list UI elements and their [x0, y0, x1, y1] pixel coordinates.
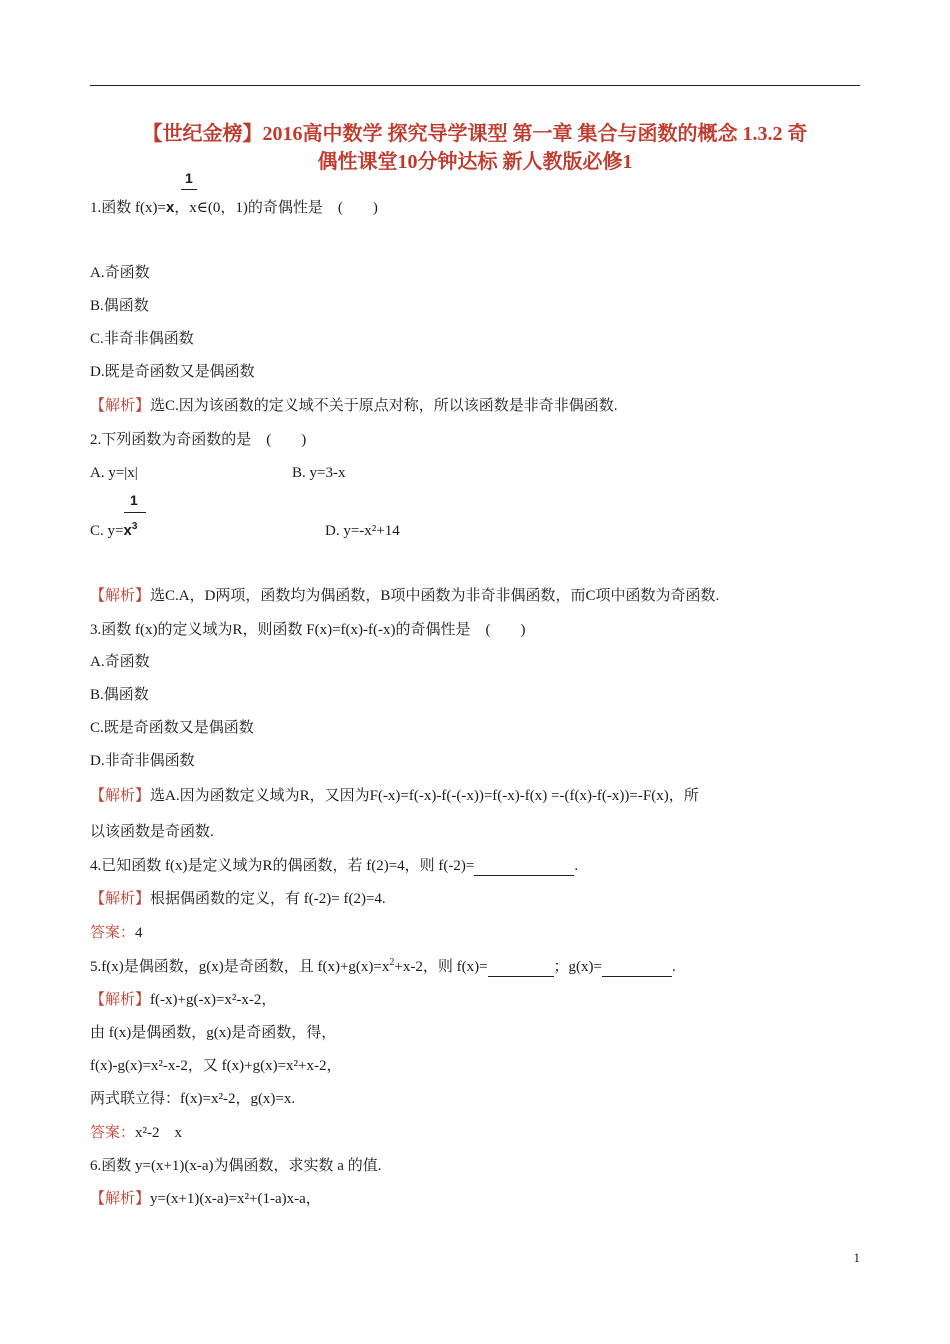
q5-stem-part-b: +x-2，则 f(x)=	[394, 959, 488, 975]
q2-fraction-numerator: 1	[130, 492, 138, 508]
q3-analysis-line-1	[90, 786, 699, 806]
q2-option-c	[90, 521, 137, 541]
q2-fraction-bar	[124, 512, 146, 513]
q1-stem	[90, 198, 378, 218]
analysis-tag: 【解析】	[90, 398, 151, 414]
page-title	[90, 120, 860, 176]
q1-fraction-bar	[181, 189, 197, 190]
q3-analysis-line-2: 以该函数是奇函数.	[90, 824, 214, 840]
q5-analysis-line-2: 由 f(x)是偶函数，g(x)是奇函数，得，	[90, 1025, 337, 1041]
answer-label: 答案：	[90, 1125, 136, 1141]
q5-stem: 5.f(x)是偶函数，g(x)是奇函数，且 $f(x)+g(x)=x^2+x-2$，则 f(x)= ；g(x)= .	[90, 957, 676, 975]
q4-answer-blank	[474, 859, 574, 876]
q1-stem-part-b: ，x∈(0，1)的奇偶性是 ( )	[174, 200, 378, 216]
analysis-tag: 【解析】	[90, 1191, 151, 1207]
answer-label: 答案：	[90, 925, 136, 941]
q5-stem-part-c: ；g(x)=	[553, 959, 602, 975]
page-number: 1	[853, 1250, 860, 1265]
q4-analysis	[90, 889, 386, 909]
q5-analysis-text: f(-x)+g(-x)=x²-x-2，	[150, 992, 277, 1008]
analysis-tag: 【解析】	[90, 788, 151, 804]
q6-analysis-text: y=(x+1)(x-a)=x²+(1-a)x-a，	[150, 1191, 321, 1207]
q1-option-d: D.既是奇函数又是偶函数	[90, 364, 255, 380]
q2-option-b: B. y=3-x	[292, 465, 346, 481]
q3-analysis-text: 选A.因为函数定义域为R，又因为F(-x)=f(-x)-f(-(-x))=f(-x)-f(x) =-(f(x)-f(-x))=-F(x)，所	[150, 788, 699, 804]
analysis-tag: 【解析】	[90, 992, 151, 1008]
q2-option-c-prefix: C. y=	[90, 523, 124, 539]
q3-option-c: C.既是奇函数又是偶函数	[90, 720, 254, 736]
q1-stem-part-a: 1.函数 f(x)=	[90, 200, 166, 216]
q1-option-a: A.奇函数	[90, 265, 150, 281]
q5-stem-part-a: 5.f(x)是偶函数，g(x)是奇函数，且 f(x)+g(x)=x	[90, 959, 390, 975]
q4-stem	[90, 856, 578, 876]
q5-analysis-line-1	[90, 990, 276, 1010]
q5-analysis-line-4: 两式联立得：f(x)=x²-2，g(x)=x.	[90, 1091, 296, 1107]
q2-option-a: A. y=|x|	[90, 465, 138, 481]
q2-analysis-text: 选C.A，D两项，函数均为偶函数，B项中函数为非奇非偶函数，而C项中函数为奇函数.	[150, 588, 720, 604]
q3-option-b: B.偶函数	[90, 687, 149, 703]
q1-option-c: C.非奇非偶函数	[90, 331, 194, 347]
q4-answer-value: 4	[135, 925, 143, 941]
analysis-tag: 【解析】	[90, 588, 151, 604]
q4-analysis-text: 根据偶函数的定义，有 f(-2)= f(2)=4.	[150, 891, 386, 907]
q3-option-d: D.非奇非偶函数	[90, 753, 195, 769]
q5-blank-f	[488, 960, 554, 977]
q2-x-cubed: $x^3$	[123, 521, 138, 539]
q2-stem: 2.下列函数为奇函数的是 ( )	[90, 432, 307, 448]
q1-analysis-text: 选C.因为该函数的定义域不关于原点对称，所以该函数是非奇非偶函数.	[150, 398, 618, 414]
q1-option-b: B.偶函数	[90, 298, 149, 314]
q2-option-d: D. y=-x²+14	[325, 523, 400, 539]
q4-stem-text: 4.已知函数 f(x)是定义域为R的偶函数，若 f(2)=4，则 f(-2)=	[90, 858, 475, 874]
q5-stem-end: .	[671, 959, 676, 975]
q5-blank-g	[602, 960, 672, 977]
q1-fraction-numerator: 1	[185, 170, 193, 186]
q3-option-a: A.奇函数	[90, 654, 150, 670]
q2-analysis	[90, 586, 719, 606]
q4-answer	[90, 923, 143, 943]
q5-answer-value: x²-2 x	[135, 1125, 183, 1141]
q1-x-variable: x	[165, 199, 175, 216]
analysis-tag: 【解析】	[90, 891, 151, 907]
q3-stem: 3.函数 f(x)的定义域为R，则函数 F(x)=f(x)-f(-x)的奇偶性是 ( )	[90, 622, 526, 638]
q5-analysis-line-3: f(x)-g(x)=x²-x-2，又 f(x)+g(x)=x²+x-2，	[90, 1058, 342, 1074]
title-line-2: 偶性课堂10分钟达标 新人教版必修1	[317, 151, 633, 173]
q6-analysis	[90, 1189, 321, 1209]
q4-stem-end: .	[574, 858, 579, 874]
title-line-1: 【世纪金榜】2016高中数学 探究导学课型 第一章 集合与函数的概念 1.3.2 奇	[142, 123, 808, 145]
header-rule	[90, 85, 860, 86]
q6-stem: 6.函数 y=(x+1)(x-a)为偶函数，求实数 a 的值.	[90, 1158, 382, 1174]
q5-answer	[90, 1123, 182, 1143]
q1-analysis	[90, 396, 618, 416]
